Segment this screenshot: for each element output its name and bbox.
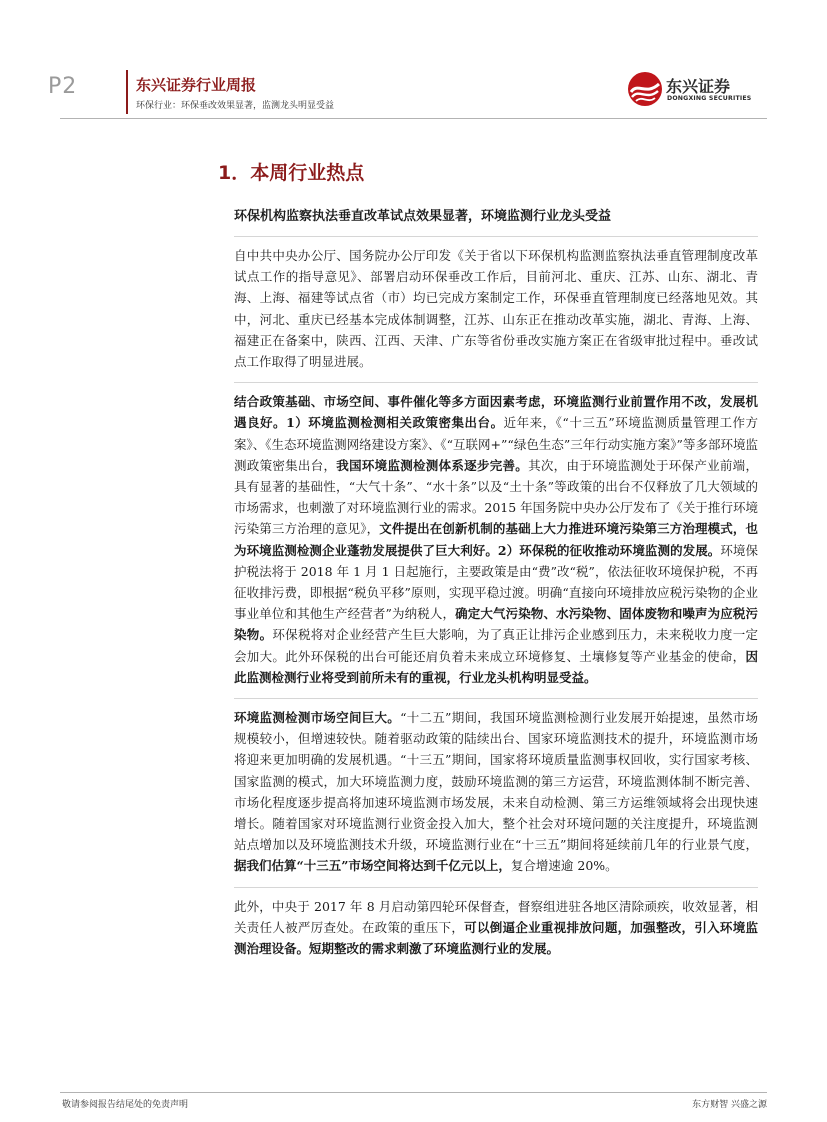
- article-body: [234, 206, 758, 969]
- logo-english-text: DONGXING SECURITIES: [667, 95, 752, 102]
- header-divider: [126, 70, 128, 114]
- paragraph-1: [234, 245, 758, 372]
- text-segment: 环保税将对企业经营产生巨大影响，为了真正让排污企业感到压力，未来税收力度一定会加大。此外环保税的出台可能还肩负着未来成立环境修复、土壤修复等产业基金的使命，: [234, 627, 758, 664]
- text-segment: 近年来，《“十三五”环境监测质量管理工作方案》、《生态环境监测网络建设方案》、《“互联网+”“绿色生态”三年行动实施方案》”等多部环境监测政策密集出台，: [234, 415, 758, 473]
- bold-text-segment: 我国环境监测检测体系逐步完善。: [336, 457, 529, 473]
- bold-text-segment: 确定大气污染物、水污染物、固体废物和噪声为应税污染物。: [234, 606, 758, 643]
- text-segment: 复合增速逾 20%。: [510, 858, 618, 874]
- paragraph-divider: [234, 382, 758, 383]
- header-rule: [60, 118, 767, 119]
- footer-slogan: 东方财智 兴盛之源: [692, 1100, 767, 1110]
- text-segment: 此外，中央于 2017 年 8 月启动第四轮环保督查，督察组进驻各地区清除顽疾，收效显著，相关责任人被严厉查处。在政策的重压下，: [234, 898, 758, 935]
- footer-rule: [60, 1092, 767, 1093]
- section-title: 1．本周行业热点: [218, 162, 365, 184]
- bold-text-segment: 环境监测检测市场空间巨大。: [234, 710, 401, 726]
- bold-text-segment: 据我们估算“十三五”市场空间将达到千亿元以上，: [234, 858, 511, 874]
- paragraph-divider: [234, 698, 758, 699]
- paragraph-3: [234, 707, 758, 877]
- report-subtitle: 环保行业：环保垂改效果显著，监测龙头明显受益: [136, 101, 335, 111]
- logo-text: 东兴证券: [666, 77, 731, 96]
- bold-text-segment: 因此监测检测行业将受到前所未有的重视，行业龙头机构明显受益。: [234, 648, 758, 685]
- article-headline: 环保机构监察执法垂直改革试点效果显著，环境监测行业龙头受益: [234, 209, 612, 224]
- text-segment: 环境保护税法将于 2018 年 1 月 1 日起施行，主要政策是由“费”改“税”，依法征收环境保护税，不再征收排污费，即根据“税负平移”原则，实现平稳过渡。明确“直接向环境排放应税污染物的企业事业单位和其他生产经营者”为纳税人，: [234, 542, 758, 622]
- text-segment: “十二五”期间，我国环境监测检测行业发展开始提速，虽然市场规模较小，但增速较快。随着驱动政策的陆续出台、国家环境监测技术的提升，环境监测市场将迎来更加明确的发展机遇。“十三五”期间，国家将环境质量监测事权回收，实行国家考核、国家监测的模式，加大环境监测力度，鼓励环境监测的第三方运营，环境监测体制不断完善、市场化程度逐步提高将加速环境监测市场发展，未来自动检测、第三方运维领域将会出现快速增长。随着国家对环境监测行业资金投入加大，整个社会对环境问题的关注度提升，环境监测站点增加以及环境监测技术升级，环境监测行业在“十三五”期间将延续前几年的行业景气度，: [234, 710, 758, 853]
- paragraph-divider: [234, 887, 758, 888]
- paragraph-2: [234, 391, 758, 688]
- paragraph-4: [234, 896, 758, 960]
- page-number: P2: [48, 74, 78, 99]
- bold-text-segment: 结合政策基础、市场空间、事件催化等多方面因素考虑，环境监测行业前置作用不改，发展机遇良好。1）环境监测检测相关政策密集出台。: [234, 394, 758, 431]
- paragraph-divider: [234, 236, 758, 237]
- bold-text-segment: 可以倒逼企业重视排放问题，加强整改，引入环境监测治理设备。短期整改的需求刺激了环境监测行业的发展。: [234, 919, 758, 957]
- report-name: 东兴证券行业周报: [136, 76, 257, 94]
- logo-emblem-icon: [626, 70, 664, 108]
- text-segment: 其次，由于环境监测处于环保产业前端，具有显著的基础性，“大气十条”、“水十条”以及“土十条”等政策的出台不仅释放了几大领域的市场需求，也刺激了对环境监测行业的需求。2015 年国务院中央办公厅发布了《关于推行环境污染第三方治理的意见》，: [234, 457, 758, 537]
- text-segment: 自中共中央办公厅、国务院办公厅印发《关于省以下环保机构监测监察执法垂直管理制度改革试点工作的指导意见》、部署启动环保垂改工作后，目前河北、重庆、江苏、山东、湖北、青海、上海、福建等试点省（市）均已完成方案制定工作，环保垂直管理制度已经落地见效。其中，河北、重庆已经基本完成体制调整，江苏、山东正在推动改革实施，湖北、青海、上海、福建正在备案中，陕西、江西、天津、广东等省份垂改实施方案正在省级审批过程中。垂改试点工作取得了明显进展。: [234, 248, 758, 370]
- bold-text-segment: 文件提出在创新机制的基础上大力推进环境污染第三方治理模式，也为环境监测检测企业蓬勃发展提供了巨大利好。2）环保税的征收推动环境监测的发展。: [234, 521, 758, 558]
- disclaimer-note: 敬请参阅报告结尾处的免责声明: [62, 1100, 189, 1110]
- company-logo: [626, 70, 756, 110]
